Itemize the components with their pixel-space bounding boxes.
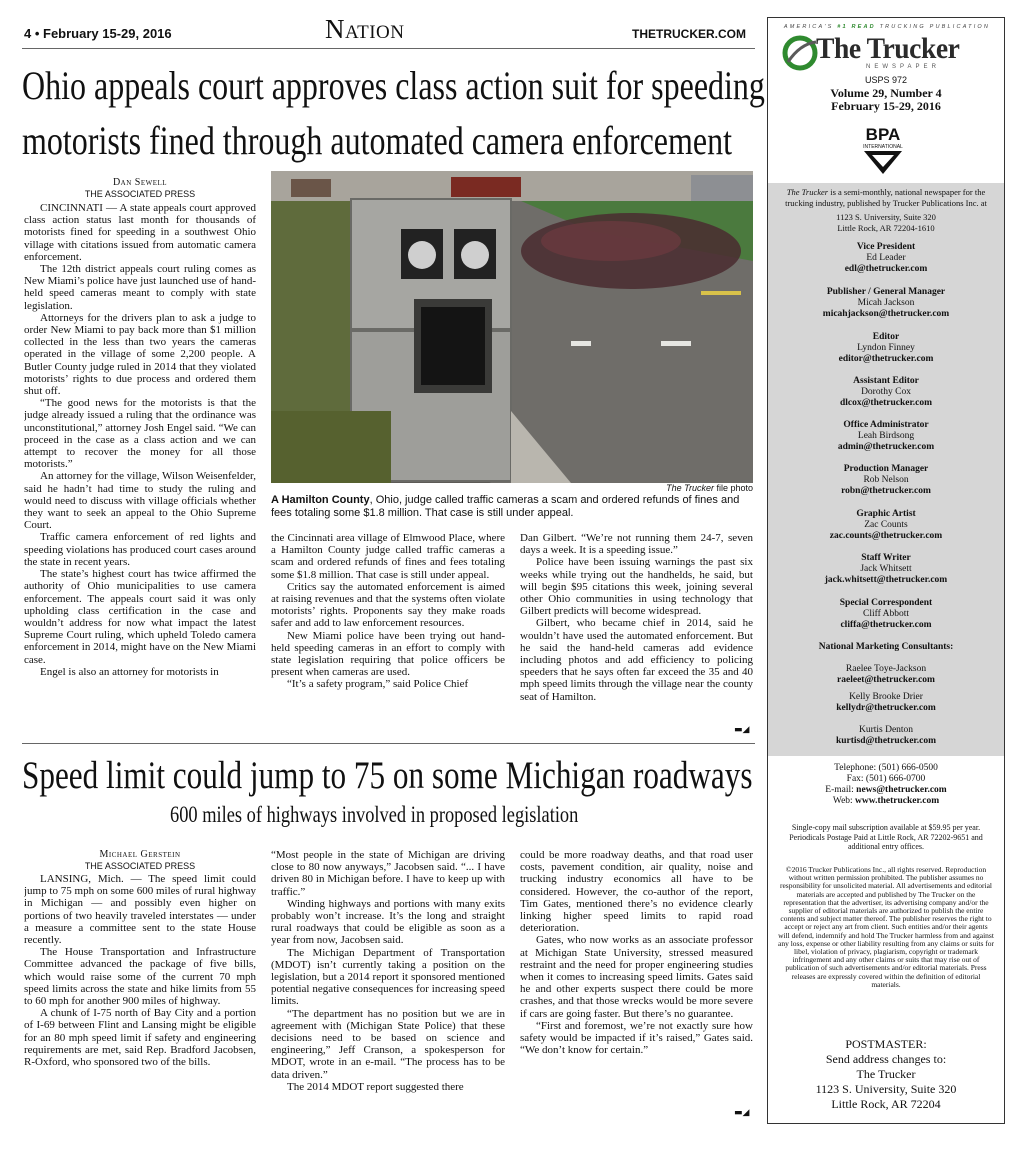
caption-lead: A Hamilton County [271, 494, 370, 506]
paragraph: Winding highways and portions with many exits probably won’t increase. It’s the long and straight rural roadways that could be eligible as soon as a year from now, Jacobsen said. [271, 897, 505, 947]
marketing-heading [768, 642, 1004, 653]
staff-entry [768, 287, 1004, 320]
volume-number: Volume 29, Number 4 [830, 86, 942, 100]
paragraph: “First and foremost, we’re not exactly sure how safety would be impacted if it’s raised,” Gates said. “We don’t know for certain.” [520, 1019, 753, 1057]
paragraph: Traffic camera enforcement of red lights and speeding violations has produced court cases around the state in recent years. [24, 531, 256, 568]
web-label: Web: [832, 796, 856, 806]
staff-name: Jack Whitsett [860, 564, 912, 574]
paragraph: could be more roadway deaths, and that road user costs, pavement condition, air quality, noise and trucking industry economics all have to be considered. However, the co-author of the report, Tim Gates, mentioned there’s no evidence clearly linking higher speed limits to rapid road deterioration. [520, 849, 753, 935]
story2-byline-org: THE ASSOCIATED PRESS [84, 861, 196, 871]
paragraph: Police have been issuing warnings the past six weeks while trying out the handhelds, he said, but will begin $95 citations this week, joining several other Ohio communities in using technology that Gilbert predicts will become widespread. [520, 556, 753, 618]
tagline-highlight: #1 READ [837, 24, 876, 30]
staff-email: jack.whitsett@thetrucker.com [824, 575, 948, 585]
story1-byline-org: THE ASSOCIATED PRESS [84, 189, 196, 199]
paragraph: New Miami police have been trying out hand-held speeding cameras in an effort to comply with state legislation requiring that police officers be present when cameras are used. [271, 629, 505, 679]
staff-email: dlcox@thetrucker.com [839, 398, 933, 408]
story1-headline-line2: motorists fined through automated camera enforcement [22, 118, 732, 163]
paragraph: Attorneys for the drivers plan to ask a judge to order New Miami to pay back more than $1 million collected in the less than two years the cameras operated in the village of some 2,200 people. A Butler County judge ruled in 2014 that they violated motorists’ rights to due process and ordered them shut off. [24, 311, 256, 398]
paragraph: Dan Gilbert. “We’re not running them 24-7, seven days a week. It is a speeding issue.” [520, 532, 753, 557]
bpa-logo-text: BPA [865, 125, 901, 144]
staff-name: Zac Counts [864, 520, 908, 530]
paragraph: The 2014 MDOT report suggested there [287, 1080, 464, 1093]
subscription-note: Single-copy mail subscription available at $59.95 per year. Periodicals Postage Paid at Little Rock, AR 72202-9651 and additional entry offices. [789, 823, 983, 851]
photo-credit [600, 483, 753, 493]
truck-end-icon: ▬◢ [734, 725, 750, 735]
speed-camera-photo [271, 171, 753, 483]
tagline-suffix: TRUCKING PUBLICATION [875, 24, 991, 30]
usps-number: USPS 972 [864, 75, 908, 85]
paragraph: “It’s a safety program,” said Police Chief [287, 678, 469, 691]
truck-end-icon: ▬◢ [734, 1108, 750, 1118]
paragraph: “The department has no position but we are in agreement with (Michigan State Police) that these decisions need to be based on science and engineering,” Jeff Cranson, a spokesperson for MDOT, wrote in an e-mail. “The process has to be data driven.” [271, 1007, 505, 1081]
staff-name: Cliff Abbott [862, 609, 909, 619]
volume-issue [768, 87, 1004, 113]
staff-email: edl@thetrucker.com [844, 264, 928, 274]
paragraph: Gates, who now works as an associate professor at Michigan State University, stressed measured restraint and the need for proper engineering studies when it comes to increasing speed limits. Gates said he and other experts suspect there could be more crashes, and that those wrecks would be more severe if cars are going faster. But there’s no guarantee. [520, 934, 753, 1020]
legal-notice: ©2016 Trucker Publications Inc., all rights reserved. Reproduction without written permission prohibited. The publisher assumes no responsibility for unsolicited material. All advertisements and editorial materials are accepted and published by The Trucker on the representation that the advertiser, its advertising company and/or the supplier of editorial materials are authorized to publish the entire contents and subject matter thereof. The publisher reserves the right to accept or reject any art from client. Such entities and/or their agents will defend, indemnify and hold The Trucker harmless from and against any loss, expense or other liability resulting from any claims or suits for libel, violation of privacy, plagiarism, copyright or trademark infringement and any other claims or suits that may rise out of publication of such advertisements and/or editorial materials. Press releases are expressly covered within the definition of editorial materials. [778, 865, 994, 989]
staff-email: micahjackson@thetrucker.com [822, 309, 950, 319]
paragraph: LANSING, Mich. — The speed limit could jump to 75 mph on some 600 miles of rural highway in Michigan — and possibly even higher on portions of two heavily traveled interstates — under a measure a committee sent to the state House recently. [24, 873, 256, 947]
staff-name: Kelly Brooke Drier [849, 692, 923, 702]
story2-byline-name: Michael Gerstein [99, 849, 181, 860]
web-address: www.thetrucker.com [855, 796, 940, 806]
photo-caption [271, 494, 753, 519]
story-divider-rule [22, 743, 755, 744]
staff-email: zac.counts@thetrucker.com [829, 531, 943, 541]
issue-date: February 15-29, 2016 [831, 99, 941, 113]
postmaster-block [768, 1037, 1004, 1112]
intro-publication: The Trucker [786, 187, 829, 197]
story1-headline-line1: Ohio appeals court approves class action suit for speeding [22, 63, 765, 108]
site-url: THETRUCKER.COM [632, 27, 746, 41]
staff-entry [768, 376, 1004, 409]
fax: Fax: (501) 666-0700 [846, 774, 926, 784]
story2-headline: Speed limit could jump to 75 on some Michigan roadways [22, 754, 753, 797]
staff-entry [768, 692, 1004, 714]
postmaster-line: Send address changes to: [825, 1052, 947, 1066]
staff-name: Raelee Toye-Jackson [845, 664, 927, 674]
paragraph: An attorney for the village, Wilson Weisenfelder, said he hadn’t had time to study the ruling and would need to discuss with village officials whether they want to seek an appeal to the Ohio Supreme Court. [24, 470, 256, 532]
publisher-address [768, 212, 1004, 233]
staff-name: Dorothy Cox [861, 387, 911, 397]
staff-entry [768, 242, 1004, 275]
staff-role: Editor [872, 332, 900, 342]
staff-entry [768, 725, 1004, 747]
globe-logo-icon [780, 32, 820, 72]
staff-directory [768, 183, 1004, 756]
email-label: E-mail: [825, 785, 857, 795]
staff-entry [768, 664, 1004, 686]
logo-wordmark: The Trucker [816, 32, 960, 65]
page-folio: 4 • February 15-29, 2016 [24, 26, 172, 41]
postmaster-line: Little Rock, AR 72204 [831, 1097, 941, 1111]
staff-role: National Marketing Consultants: [818, 642, 954, 652]
contact-info [768, 763, 1004, 807]
staff-email: robn@thetrucker.com [841, 486, 931, 496]
staff-email: kurtisd@thetrucker.com [835, 736, 937, 746]
address-line: 1123 S. University, Suite 320 [836, 212, 936, 222]
bpa-logo-subtext: INTERNATIONAL [863, 144, 903, 150]
staff-role: Publisher / General Manager [826, 287, 946, 297]
story1-column-2 [271, 532, 505, 737]
paragraph: “Most people in the state of Michigan are driving close to 80 now anyways,” Jacobsen said. “... I have driven 80 in Michigan before. I have to keep up with traffic.” [271, 849, 505, 898]
paragraph: The 12th district appeals court ruling comes as New Miami’s police have just launched use of hand-held speed cameras meant to comply with state legislation. [24, 263, 256, 312]
logo-subtitle: NEWSPAPER [866, 64, 940, 70]
staff-role: Office Administrator [843, 420, 929, 430]
tagline-prefix: AMERICA'S [783, 24, 838, 30]
story1-column-1 [24, 202, 256, 737]
paragraph: CINCINNATI — A state appeals court approved class action status last month for thousands of motorists fined for speeding in a southwest Ohio village with citations issued from automatic camera enforcement. [24, 202, 256, 263]
trucker-logo [780, 32, 994, 72]
staff-name: Leah Birdsong [857, 431, 915, 441]
bpa-logo-icon [858, 122, 908, 176]
paragraph: the Cincinnati area village of Elmwood Place, where a Hamilton County judge called traffic cameras a scam and ordered refunds of fines and fees totaling some $1.8 million. That case is still under appeal. [271, 532, 505, 581]
staff-role: Assistant Editor [853, 376, 919, 386]
postmaster-line: 1123 S. University, Suite 320 [815, 1082, 957, 1096]
paragraph: Gilbert, who became chief in 2014, said he wouldn’t have used the automated enforcement. But he said the hand-held cameras add evidence including photos and add efficiency to policing speeders that he says often far exceed the 35 and 40 mph speed limits through the village near the county seat of Hamilton. [520, 617, 753, 703]
staff-entry [768, 420, 1004, 453]
speed-camera-illustration [271, 171, 753, 483]
paragraph: Engel is also an attorney for motorists in [40, 665, 219, 678]
paragraph: The Michigan Department of Transportation (MDOT) isn’t currently taking a position on the legislation, but a 2014 report it sponsored mentioned potential negative consequences for increasing speed limits. [271, 946, 505, 1008]
staff-entry [768, 553, 1004, 586]
staff-role: Production Manager [843, 464, 929, 474]
story2-column-3 [520, 849, 753, 1123]
story2-column-2 [271, 849, 505, 1123]
web-line [768, 796, 1004, 807]
paragraph: The House Transportation and Infrastructure Committee advanced the package of five bills, which would raise some of the current 70 mph speed limits across the state and hike limits from 55 to 60 mph for another 900 miles of highway. [24, 946, 256, 1008]
email-address: news@thetrucker.com [856, 785, 947, 795]
staff-role: Vice President [856, 242, 916, 252]
paragraph: “The good news for the motorists is that the judge already issued a ruling that the ordinance was unconstitutional,” attorney Josh Engel said. “We can proceed in the case as a class action and we can attempt to recover the money for all those motorists.” [24, 397, 256, 471]
publication-intro [776, 187, 996, 208]
paragraph: Critics say the automated enforcement is aimed at raising revenues and that the systems often violate motorists’ rights. Proponents say they make roads safer and add to law enforcement resources. [271, 580, 505, 630]
staff-entry [768, 332, 1004, 365]
masthead-box [767, 17, 1005, 1124]
staff-role: Staff Writer [861, 553, 911, 563]
caption-text: , Ohio, judge called traffic cameras a scam and ordered refunds of fines and fees totaling some $1.8 million. That case is still under appeal. [271, 494, 740, 519]
postmaster-line: The Trucker [856, 1067, 916, 1081]
staff-entry [768, 509, 1004, 542]
staff-name: Kurtis Denton [858, 725, 914, 735]
story2-column-1 [24, 873, 256, 1123]
section-title: Nation [325, 14, 405, 44]
photo-credit-type: file photo [713, 483, 753, 493]
photo-credit-source: The Trucker [666, 483, 714, 493]
staff-email: kellydr@thetrucker.com [836, 703, 936, 713]
story1-headline [22, 58, 765, 168]
staff-entry [768, 598, 1004, 631]
staff-name: Ed Leader [866, 253, 906, 263]
telephone: Telephone: (501) 666-0500 [834, 763, 938, 773]
story1-byline-name: Dan Sewell [112, 177, 168, 188]
staff-name: Micah Jackson [857, 298, 915, 308]
staff-email: cliffa@thetrucker.com [840, 620, 932, 630]
story2-dek: 600 miles of highways involved in proposed legislation [170, 802, 579, 827]
staff-role: Graphic Artist [856, 509, 916, 519]
staff-name: Rob Nelson [863, 475, 909, 485]
intro-text: is a semi-monthly, national newspaper for the trucking industry, published by Trucker Publications Inc. at [785, 187, 987, 208]
staff-name: Lyndon Finney [857, 343, 915, 353]
address-line: Little Rock, AR 72204-1610 [837, 222, 935, 233]
staff-email: editor@thetrucker.com [838, 354, 934, 364]
staff-email: raeleet@thetrucker.com [837, 675, 935, 685]
header-rule [22, 48, 755, 49]
staff-role: Special Correspondent [839, 598, 933, 608]
email-line [768, 785, 1004, 796]
postmaster-line: POSTMASTER: [845, 1037, 927, 1051]
story1-column-3 [520, 532, 753, 737]
paragraph: A chunk of I-75 north of Bay City and a portion of I-69 between Flint and Lansing might be eligible for an 80 mph speed limit if safety and engineering requirements are met, said Rep. Bradford Jacobsen, R-Oxford, who sponsored two of the bills. [24, 1007, 256, 1069]
staff-entry [768, 464, 1004, 497]
paragraph: The state’s highest court has twice affirmed the authority of Ohio municipalities to use camera enforcement. The appeals court said it was only upholding class certification in the case and wouldn’t address for now what impact the latest Supreme Court ruling, which upheld Toledo camera enforcement in 2014, might have on the New Miami case. [24, 568, 256, 666]
masthead-tagline [774, 24, 1000, 30]
masthead-header [768, 18, 1004, 183]
staff-email: admin@thetrucker.com [837, 442, 935, 452]
